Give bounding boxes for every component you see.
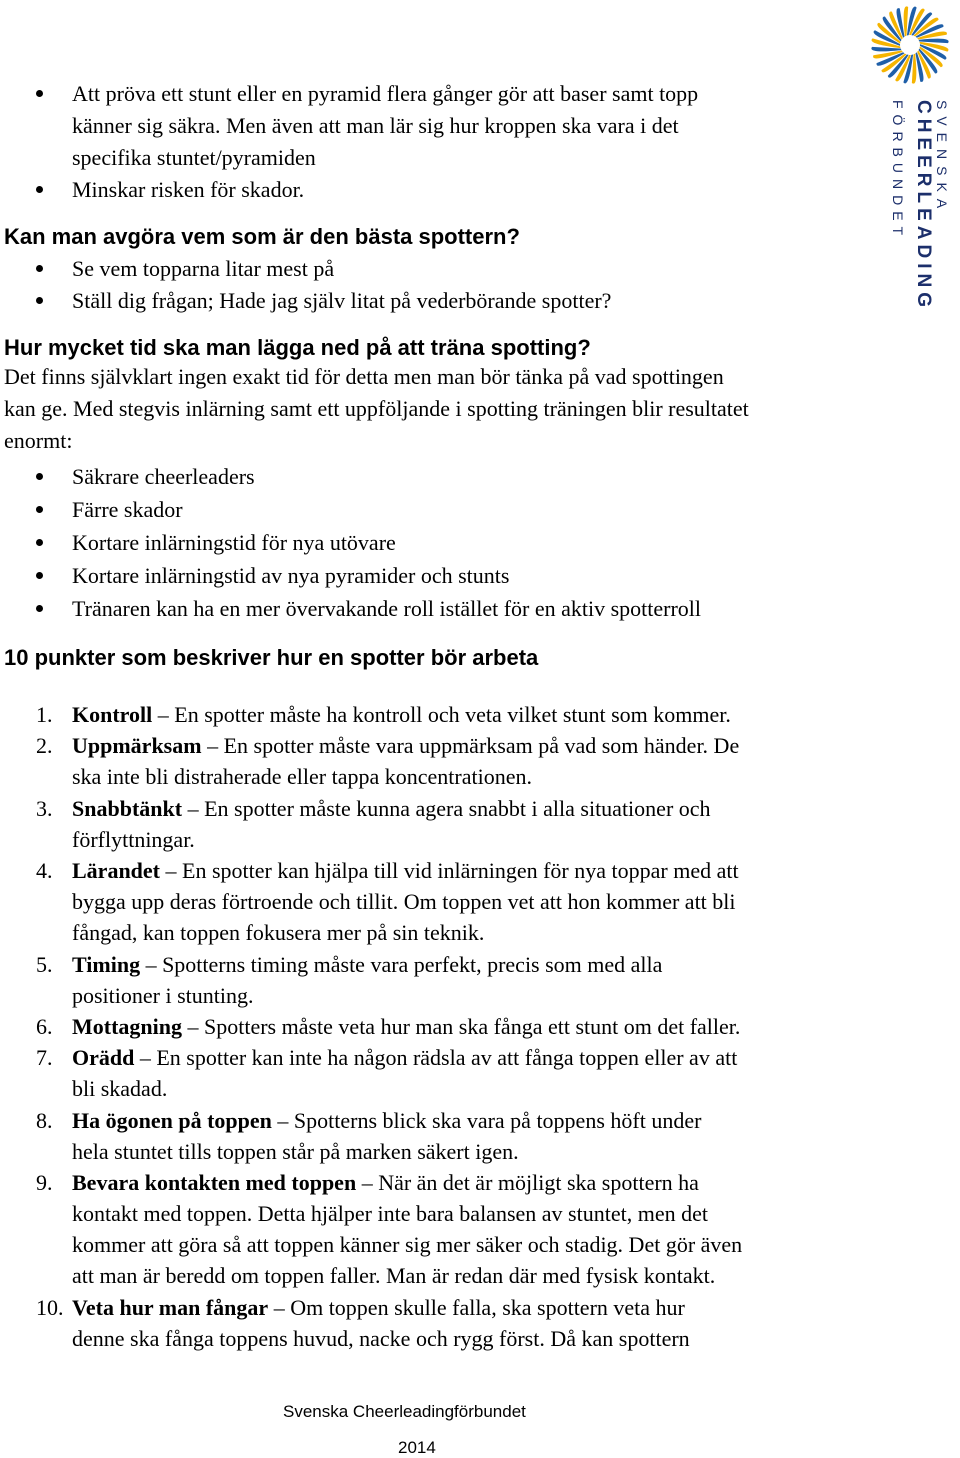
point-line [72,1260,862,1291]
point-line [72,917,862,948]
point-number: 4. [36,858,53,884]
logo-line-forbundet: FÖRBUNDET [890,100,906,242]
point-text: ska inte bli distraherade eller tappa koncentrationen. [72,764,532,790]
point-number: 7. [36,1045,53,1071]
point-title: Timing [72,951,141,977]
point-number: 3. [36,795,53,821]
point-line [72,761,862,792]
point-line [72,855,862,886]
paragraph-line: Det finns självklart ingen exakt tid för detta men man bör tänka på vad spottingen [4,364,724,389]
point-body [72,855,862,948]
point-number: 1. [36,702,53,727]
heading-ten-points: 10 punkter som beskriver hur en spotter bör arbeta [4,645,539,670]
heading-best-spotter: Kan man avgöra vem som är den bästa spottern? [4,224,520,249]
footer-year: 2014 [398,1438,436,1457]
footer-organization: Svenska Cheerleadingförbundet [283,1402,526,1421]
bullet-icon [36,572,43,579]
point-text: kommer att göra så att toppen känner sig mer säker och stadig. Det gör även [72,1232,743,1258]
point-line [72,699,862,730]
point-line [72,949,862,980]
list-item [36,78,836,174]
point-number: 9. [36,1170,53,1196]
point-line [72,730,862,761]
point-text: att man är beredd om toppen faller. Man är redan där med fysisk kontakt. [72,1263,716,1289]
result-bullet-text: Kortare inlärningstid av nya pyramider och stunts [72,563,510,588]
spotter-bullet-list [36,253,836,317]
list-item [36,593,836,626]
point-number: 10. [36,1294,64,1320]
svenska-cheerleading-logo [860,0,960,320]
point-body [72,1042,862,1104]
paragraph-line: enormt: [4,428,73,453]
point-number: 6. [36,1014,53,1039]
point-line [72,1105,862,1136]
point-text: positioner i stunting. [72,982,254,1008]
list-item [36,285,836,317]
bullet-icon [36,186,43,193]
point-line [72,824,862,855]
intro-bullet-list [36,78,836,206]
point-number: 2. [36,733,53,759]
result-bullet-list [36,461,836,626]
point-line [72,1167,862,1198]
logo-line-svenska: SVENSKA [934,100,950,216]
point-number: 8. [36,1107,53,1133]
point-body [72,1167,862,1291]
list-item [36,527,836,560]
list-item [36,461,836,494]
point-text: – En spotter måste ha kontroll och veta vilket stunt som kommer. [157,702,731,727]
point-text: bygga upp deras förtroende och tillit. Om toppen vet att hon kommer att bli [72,889,736,915]
point-title: Mottagning [72,1014,182,1039]
bullet-icon [36,605,43,612]
list-item [36,174,836,206]
point-line [72,1292,862,1323]
logo-line-cheerleading: CHEERLEADING [913,100,934,313]
bullet-icon [36,90,43,97]
point-body [72,730,862,792]
point-line [72,793,862,824]
point-line [72,1136,862,1167]
point-text: – En spotter kan hjälpa till vid inlärningen för nya toppar med att [165,858,739,884]
point-line [72,980,862,1011]
point-title: Kontroll [72,702,153,727]
point-text: – En spotter måste vara uppmärksam på vad som händer. De [207,733,740,759]
point-line [72,1323,862,1354]
bullet-icon [36,265,43,272]
intro-bullet-1-line-1: Att pröva ett stunt eller en pyramid flera gånger gör att baser samt topp [72,81,699,106]
point-body [72,949,862,1011]
point-line [72,1229,862,1260]
point-text: – En spotter måste kunna agera snabbt i alla situationer och [187,795,711,821]
point-body [72,1292,862,1354]
point-body [72,1105,862,1167]
point-line [72,1198,862,1229]
result-bullet-text: Säkrare cheerleaders [72,464,255,489]
point-text: förflyttningar. [72,826,195,852]
point-text: – En spotter kan inte ha någon rädsla av att fånga toppen eller av att [139,1045,738,1071]
point-text: – Spotters måste veta hur man ska fånga ett stunt om det faller. [187,1014,741,1039]
list-item [36,253,836,285]
point-text: bli skadad. [72,1076,168,1102]
paragraph-spotting-time [4,361,854,457]
result-bullet-text: Kortare inlärningstid för nya utövare [72,530,396,555]
point-title: Orädd [72,1045,135,1071]
point-text: – Spotterns blick ska vara på toppens höft under [277,1107,702,1133]
point-text: denne ska fånga toppens huvud, nacke och rygg först. Då kan spottern [72,1325,690,1351]
point-body [72,793,862,855]
point-title: Snabbtänkt [72,795,183,821]
point-line [72,1073,862,1104]
point-line [72,1011,862,1042]
result-bullet-text: Färre skador [72,497,183,522]
point-text: – När än det är möjligt ska spottern ha [361,1170,699,1196]
point-title: Ha ögonen på toppen [72,1107,272,1133]
point-line [72,886,862,917]
point-text: hela stuntet tills toppen står på marken säkert igen. [72,1138,519,1164]
point-line [72,1042,862,1073]
list-item [36,560,836,593]
point-body [72,1011,862,1042]
intro-bullet-2: Minskar risken för skador. [72,177,305,202]
result-bullet-text: Tränaren kan ha en mer övervakande roll istället för en aktiv spotterroll [72,596,702,621]
heading-spotting-time: Hur mycket tid ska man lägga ned på att träna spotting? [4,335,591,360]
bullet-icon [36,539,43,546]
paragraph-line: kan ge. Med stegvis inlärning samt ett uppföljande i spotting träningen blir resultatet [4,396,749,421]
point-title: Bevara kontakten med toppen [72,1170,357,1196]
point-text: – Om toppen skulle falla, ska spottern veta hur [273,1294,685,1320]
point-text: kontakt med toppen. Detta hjälper inte bara balansen av stuntet, men det [72,1201,708,1227]
point-number: 5. [36,951,53,977]
point-title: Veta hur man fångar [72,1294,269,1320]
point-text: – Spotterns timing måste vara perfekt, precis som med alla [145,951,663,977]
bullet-icon [36,297,43,304]
bullet-icon [36,473,43,480]
list-item [36,494,836,527]
spotter-bullet-text: Ställ dig frågan; Hade jag själv litat på vederbörande spotter? [72,288,612,313]
intro-bullet-1-line-3: specifika stuntet/pyramiden [72,145,316,170]
intro-bullet-1-line-2: känner sig säkra. Men även att man lär sig hur kroppen ska vara i det [72,113,679,138]
point-body [72,699,862,730]
point-title: Uppmärksam [72,733,202,759]
point-title: Lärandet [72,858,160,884]
point-text: fångad, kan toppen fokusera mer på sin teknik. [72,920,485,946]
spotter-bullet-text: Se vem topparna litar mest på [72,256,335,281]
logo-text [860,100,960,320]
bullet-icon [36,506,43,513]
